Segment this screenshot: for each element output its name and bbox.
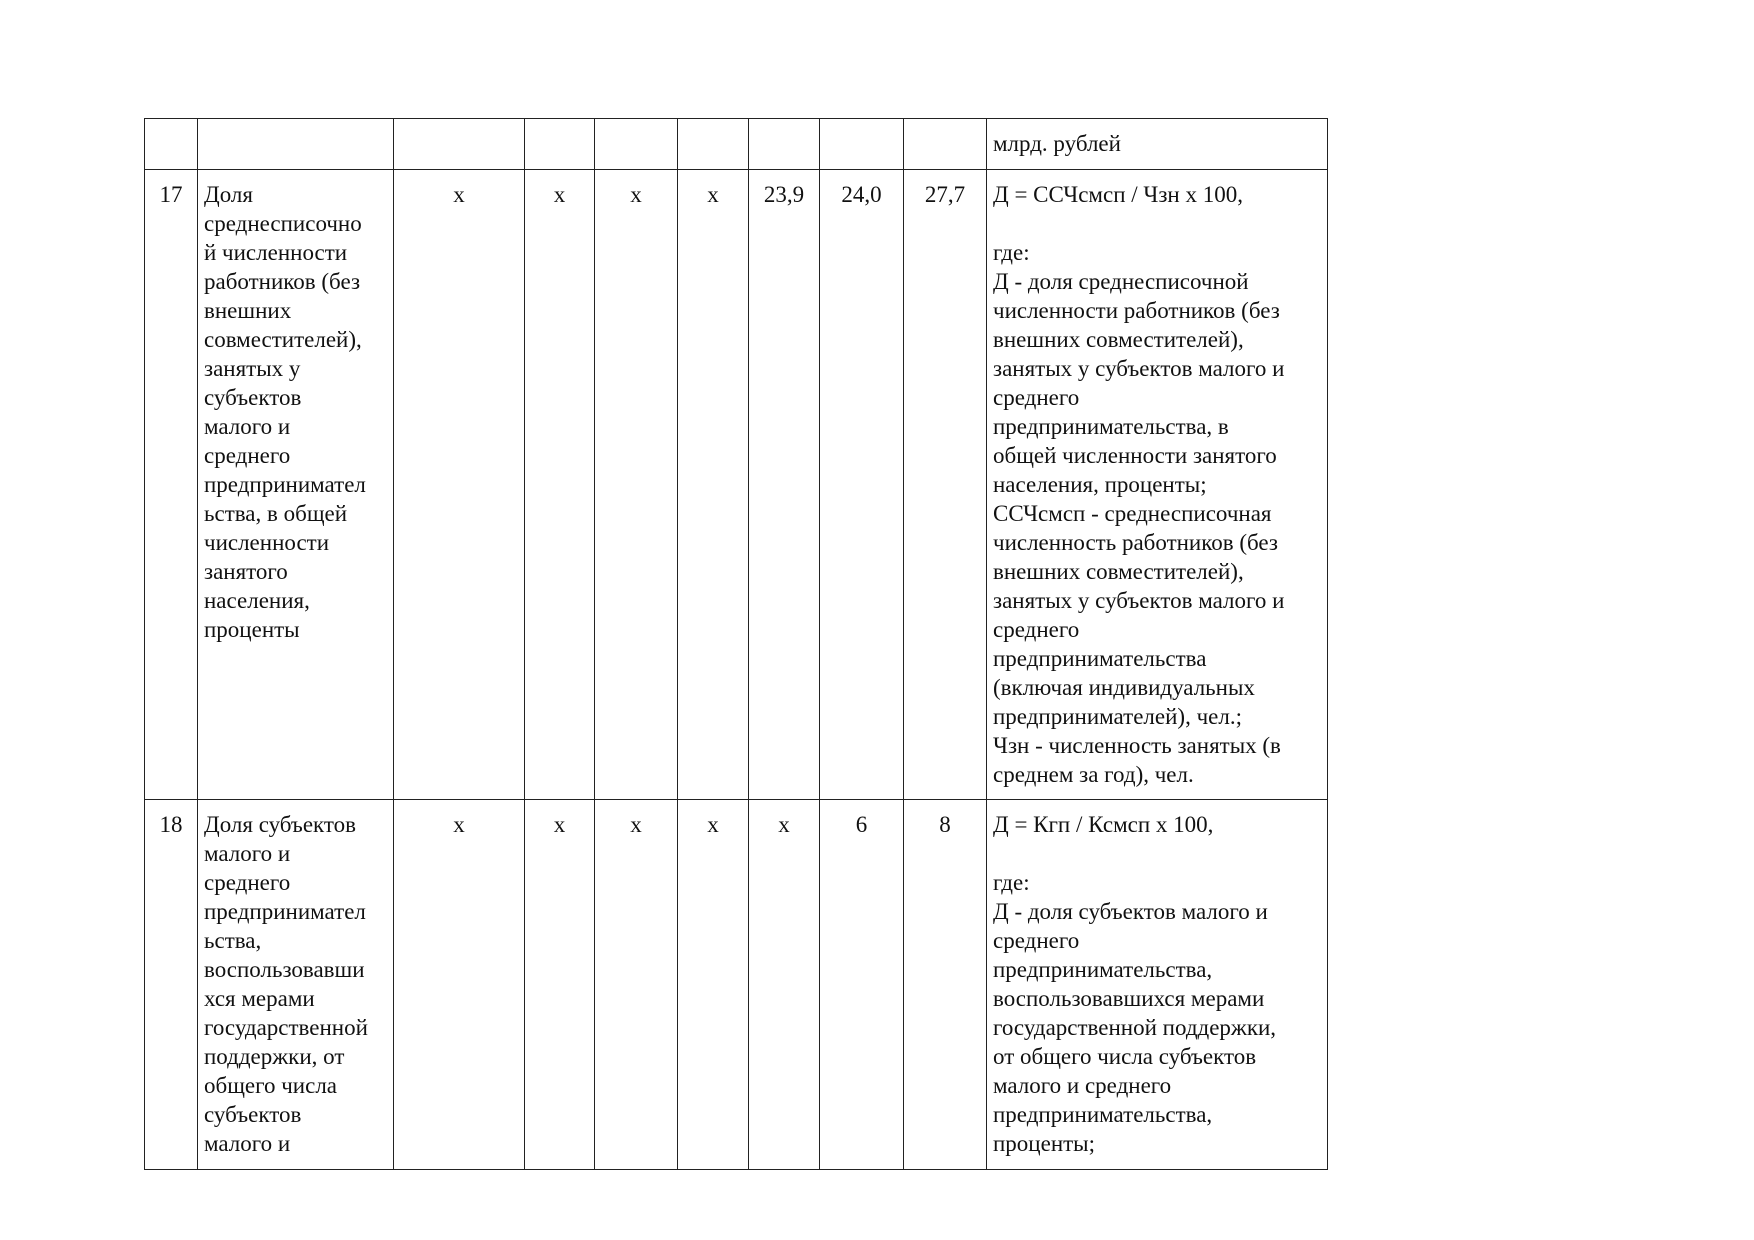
formula-line: ССЧсмсп - среднесписочная [993, 501, 1272, 526]
formula-blank-line [993, 839, 1321, 868]
table-row [145, 800, 1328, 1170]
cell-num: 17 [145, 170, 198, 800]
cell-value: х [678, 800, 749, 1170]
name-line: государственной [204, 1015, 368, 1040]
cell-value [749, 119, 820, 170]
cell-value: 27,7 [904, 170, 987, 800]
formula-line: внешних совместителей), [993, 559, 1244, 584]
cell-value: х [394, 170, 525, 800]
formula-line: (включая индивидуальных [993, 675, 1255, 700]
cell-value [678, 119, 749, 170]
name-line: Доля субъектов [204, 812, 357, 837]
cell-value: х [595, 170, 678, 800]
name-line: совместителей), [204, 327, 362, 352]
cell-num: 18 [145, 800, 198, 1170]
cell-value: х [525, 170, 595, 800]
name-line: поддержки, от [204, 1044, 345, 1069]
name-line: населения, [204, 588, 310, 613]
name-line: среднего [204, 870, 291, 895]
cell-value: 24,0 [820, 170, 904, 800]
formula-line: Д = ССЧсмсп / Чзн x 100, [993, 182, 1243, 207]
formula-line: численности работников (без [993, 298, 1280, 323]
cell-value [904, 119, 987, 170]
table-row [145, 170, 1328, 800]
name-line: занятого [204, 559, 288, 584]
formula-line: от общего числа субъектов [993, 1044, 1257, 1069]
formula-line: предпринимательства, [993, 1102, 1213, 1127]
cell-num [145, 119, 198, 170]
formula-line: Д = Кгп / Ксмсп x 100, [993, 812, 1214, 837]
name-line: малого и [204, 414, 291, 439]
name-line: проценты [204, 617, 300, 642]
cell-value: х [678, 170, 749, 800]
formula-line: внешних совместителей), [993, 327, 1244, 352]
cell-value: х [749, 800, 820, 1170]
cell-value [394, 119, 525, 170]
cell-formula [987, 800, 1328, 1170]
formula-line: среднем за год), чел. [993, 762, 1194, 787]
formula-line: среднего [993, 617, 1080, 642]
name-line: Доля [204, 182, 253, 207]
formula-line: занятых у субъектов малого и [993, 588, 1285, 613]
formula-line: воспользовавшихся мерами [993, 986, 1265, 1011]
formula-line: населения, проценты; [993, 472, 1207, 497]
formula-line: предпринимателей), чел.; [993, 704, 1242, 729]
name-line: внешних [204, 298, 292, 323]
table-row-continuation [145, 119, 1328, 170]
indicators-table [144, 118, 1328, 1170]
cell-value: х [394, 800, 525, 1170]
name-line: воспользовавши [204, 957, 365, 982]
name-line: й численности [204, 240, 348, 265]
formula-line: Д - доля субъектов малого и [993, 899, 1268, 924]
cell-name [198, 800, 394, 1170]
cell-name [198, 170, 394, 800]
cell-value [595, 119, 678, 170]
formula-line: государственной поддержки, [993, 1015, 1277, 1040]
formula-line: предпринимательства, [993, 957, 1213, 982]
cell-value: х [525, 800, 595, 1170]
formula-line: проценты; [993, 1131, 1096, 1156]
name-line: работников (без [204, 269, 361, 294]
cell-formula [987, 170, 1328, 800]
cell-formula [987, 119, 1328, 170]
formula-line: Д - доля среднесписочной [993, 269, 1249, 294]
cell-value: х [595, 800, 678, 1170]
formula-line: предпринимательства, в [993, 414, 1229, 439]
name-line: численности [204, 530, 330, 555]
name-line: предпринимател [204, 899, 366, 924]
formula-blank-line [993, 209, 1321, 238]
cell-value: 23,9 [749, 170, 820, 800]
formula-line: где: [993, 240, 1030, 265]
formula-line: где: [993, 870, 1030, 895]
cell-value [525, 119, 595, 170]
name-line: малого и [204, 1131, 291, 1156]
name-line: ьства, в общей [204, 501, 348, 526]
formula-line: численность работников (без [993, 530, 1278, 555]
formula-line: среднего [993, 928, 1080, 953]
formula-line: занятых у субъектов малого и [993, 356, 1285, 381]
formula-line: малого и среднего [993, 1073, 1172, 1098]
name-line: предпринимател [204, 472, 366, 497]
name-line: субъектов [204, 1102, 302, 1127]
formula-unit-text: млрд. рублей [993, 131, 1121, 156]
name-line: среднего [204, 443, 291, 468]
formula-line: предпринимательства [993, 646, 1207, 671]
cell-value [820, 119, 904, 170]
formula-line: Чзн - численность занятых (в [993, 733, 1281, 758]
formula-line: общей численности занятого [993, 443, 1277, 468]
name-line: хся мерами [204, 986, 315, 1011]
name-line: малого и [204, 841, 291, 866]
name-line: общего числа [204, 1073, 338, 1098]
name-line: субъектов [204, 385, 302, 410]
name-line: среднесписочно [204, 211, 362, 236]
name-line: ьства, [204, 928, 262, 953]
formula-line: среднего [993, 385, 1080, 410]
cell-value: 6 [820, 800, 904, 1170]
cell-value: 8 [904, 800, 987, 1170]
name-line: занятых у [204, 356, 301, 381]
cell-name [198, 119, 394, 170]
